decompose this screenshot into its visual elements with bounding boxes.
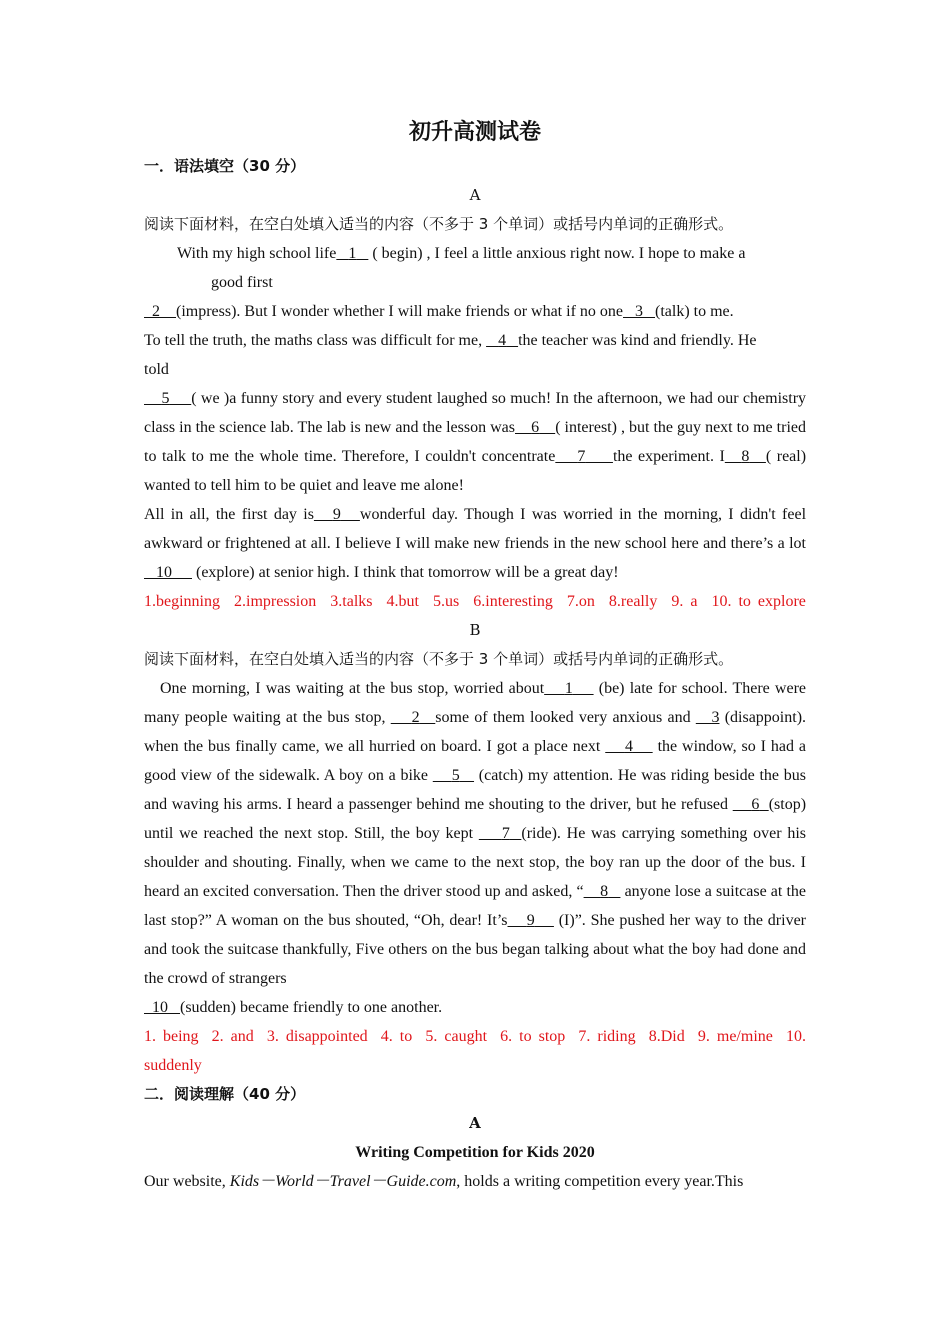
section2-heading: 二．阅读理解（40 分） bbox=[144, 1085, 306, 1103]
site-name: Kids－World－Travel－Guide.com bbox=[229, 1173, 457, 1190]
b-blank-3[interactable]: 3 bbox=[711, 709, 720, 726]
b-blank-2[interactable]: 2 bbox=[411, 709, 420, 726]
b-blank-5[interactable]: 5 bbox=[451, 767, 460, 784]
b-blank-1[interactable]: 1 bbox=[564, 680, 573, 697]
blank-2[interactable]: 2 bbox=[152, 303, 160, 320]
blank-3[interactable]: 3 bbox=[635, 303, 643, 320]
part-b-instruction: 阅读下面材料，在空白处填入适当的内容（不多于 3 个单词）或括号内单词的正确形式。 bbox=[144, 650, 734, 668]
b-blank-4[interactable]: 4 bbox=[624, 738, 633, 755]
b-blank-9[interactable]: 9 bbox=[526, 912, 535, 929]
b-blank-8[interactable]: 8 bbox=[600, 883, 609, 900]
blank-6[interactable]: 6 bbox=[531, 419, 540, 436]
article-title: Writing Competition for Kids 2020 bbox=[355, 1144, 595, 1161]
blank-8[interactable]: 8 bbox=[741, 448, 750, 465]
part-b-label: B bbox=[469, 621, 481, 639]
blank-7[interactable]: 7 bbox=[577, 448, 586, 465]
part-a-instruction: 阅读下面材料，在空白处填入适当的内容（不多于 3 个单词）或括号内单词的正确形式。 bbox=[144, 215, 734, 233]
blank-10[interactable]: 10 bbox=[156, 564, 172, 581]
article-intro: Our website, Kids－World－Travel－Guide.com, holds a writing competition every year.This bbox=[144, 1173, 744, 1190]
part-a-paragraph-1: With my high school life 1 ( begin) , I feel a little anxious right now. I hope to make a good first 2 (impress). But I wonder whether I will make friends or what if no one 3 (talk) to me. To tell the truth, the maths class was difficult for me, 4 the teacher was kind and friendly. He told 5 ( we )a funny story and every student laughed so much! In the afternoon, we had our chemistry class in the science lab. The lab is new and the lesson was 6 ( interest) , but the guy next to me tried to talk to me the whole time. Therefore, I couldn't concentrate 7 the experiment. I 8 ( real) wanted to tell him to be quiet and leave me alone! All in all, the first day is 9 wonderful day. Though I was worried in the morning, I didn't feel awkward or frightened at all. I believe I will make new friends in the new school here and there’s a lot 10 (explore) at senior high. I think that tomorrow will be a great day! bbox=[144, 245, 807, 581]
section1-heading: 一．语法填空（30 分） bbox=[144, 157, 306, 175]
blank-4[interactable]: 4 bbox=[498, 332, 507, 349]
reading-part-a-label: A bbox=[469, 1114, 481, 1132]
b-blank-10[interactable]: 10 bbox=[152, 999, 168, 1016]
blank-1[interactable]: 1 bbox=[348, 245, 357, 262]
part-a-label: A bbox=[469, 186, 481, 204]
part-b-answers: 1. being 2. and 3. disappointed 4. to 5. caught 6. to stop 7. riding 8.Did 9. me/mine 10. suddenly bbox=[144, 1028, 806, 1074]
part-b-paragraph: One morning, I was waiting at the bus stop, worried about 1 (be) late for school. There were many people waiting at the bus stop, 2 some of them looked very anxious and 3 (disappoint). when the bus finally came, we all hurried on board. I got a place next 4 the window, so I had a good view of the sidewalk. A boy on a bike 5 (catch) my attention. He was riding beside the bus and waving his arms. I heard a passenger behind me shouting to the driver, but he refused 6 (stop) until we reached the next stop. Still, the boy kept 7 (ride). He was carrying something over his shoulder and shouting. Finally, when we came to the next stop, the boy ran up the door of the bus. I heard an excited conversation. Then the driver stood up and asked, “ 8 anyone lose a suitcase at the last stop?” A woman on the bus shouted, “Oh, dear! It’s 9 (I)”. She pushed her way to the driver and took the suitcase thankfully, Five others on the bus began talking about what the boy had done and the crowd of strangers 10 (sudden) became friendly to one another. bbox=[144, 680, 807, 1016]
blank-5[interactable]: 5 bbox=[161, 390, 170, 407]
document-page bbox=[144, 112, 806, 1196]
page-title: 初升高测试卷 bbox=[408, 119, 541, 145]
part-a-answers: 1.beginning 2.impression 3.talks 4.but 5.us 6.interesting 7.on 8.really 9. a 10. to explore bbox=[144, 593, 806, 610]
b-blank-7[interactable]: 7 bbox=[501, 825, 510, 842]
b-blank-6[interactable]: 6 bbox=[751, 796, 760, 813]
blank-9[interactable]: 9 bbox=[332, 506, 341, 523]
